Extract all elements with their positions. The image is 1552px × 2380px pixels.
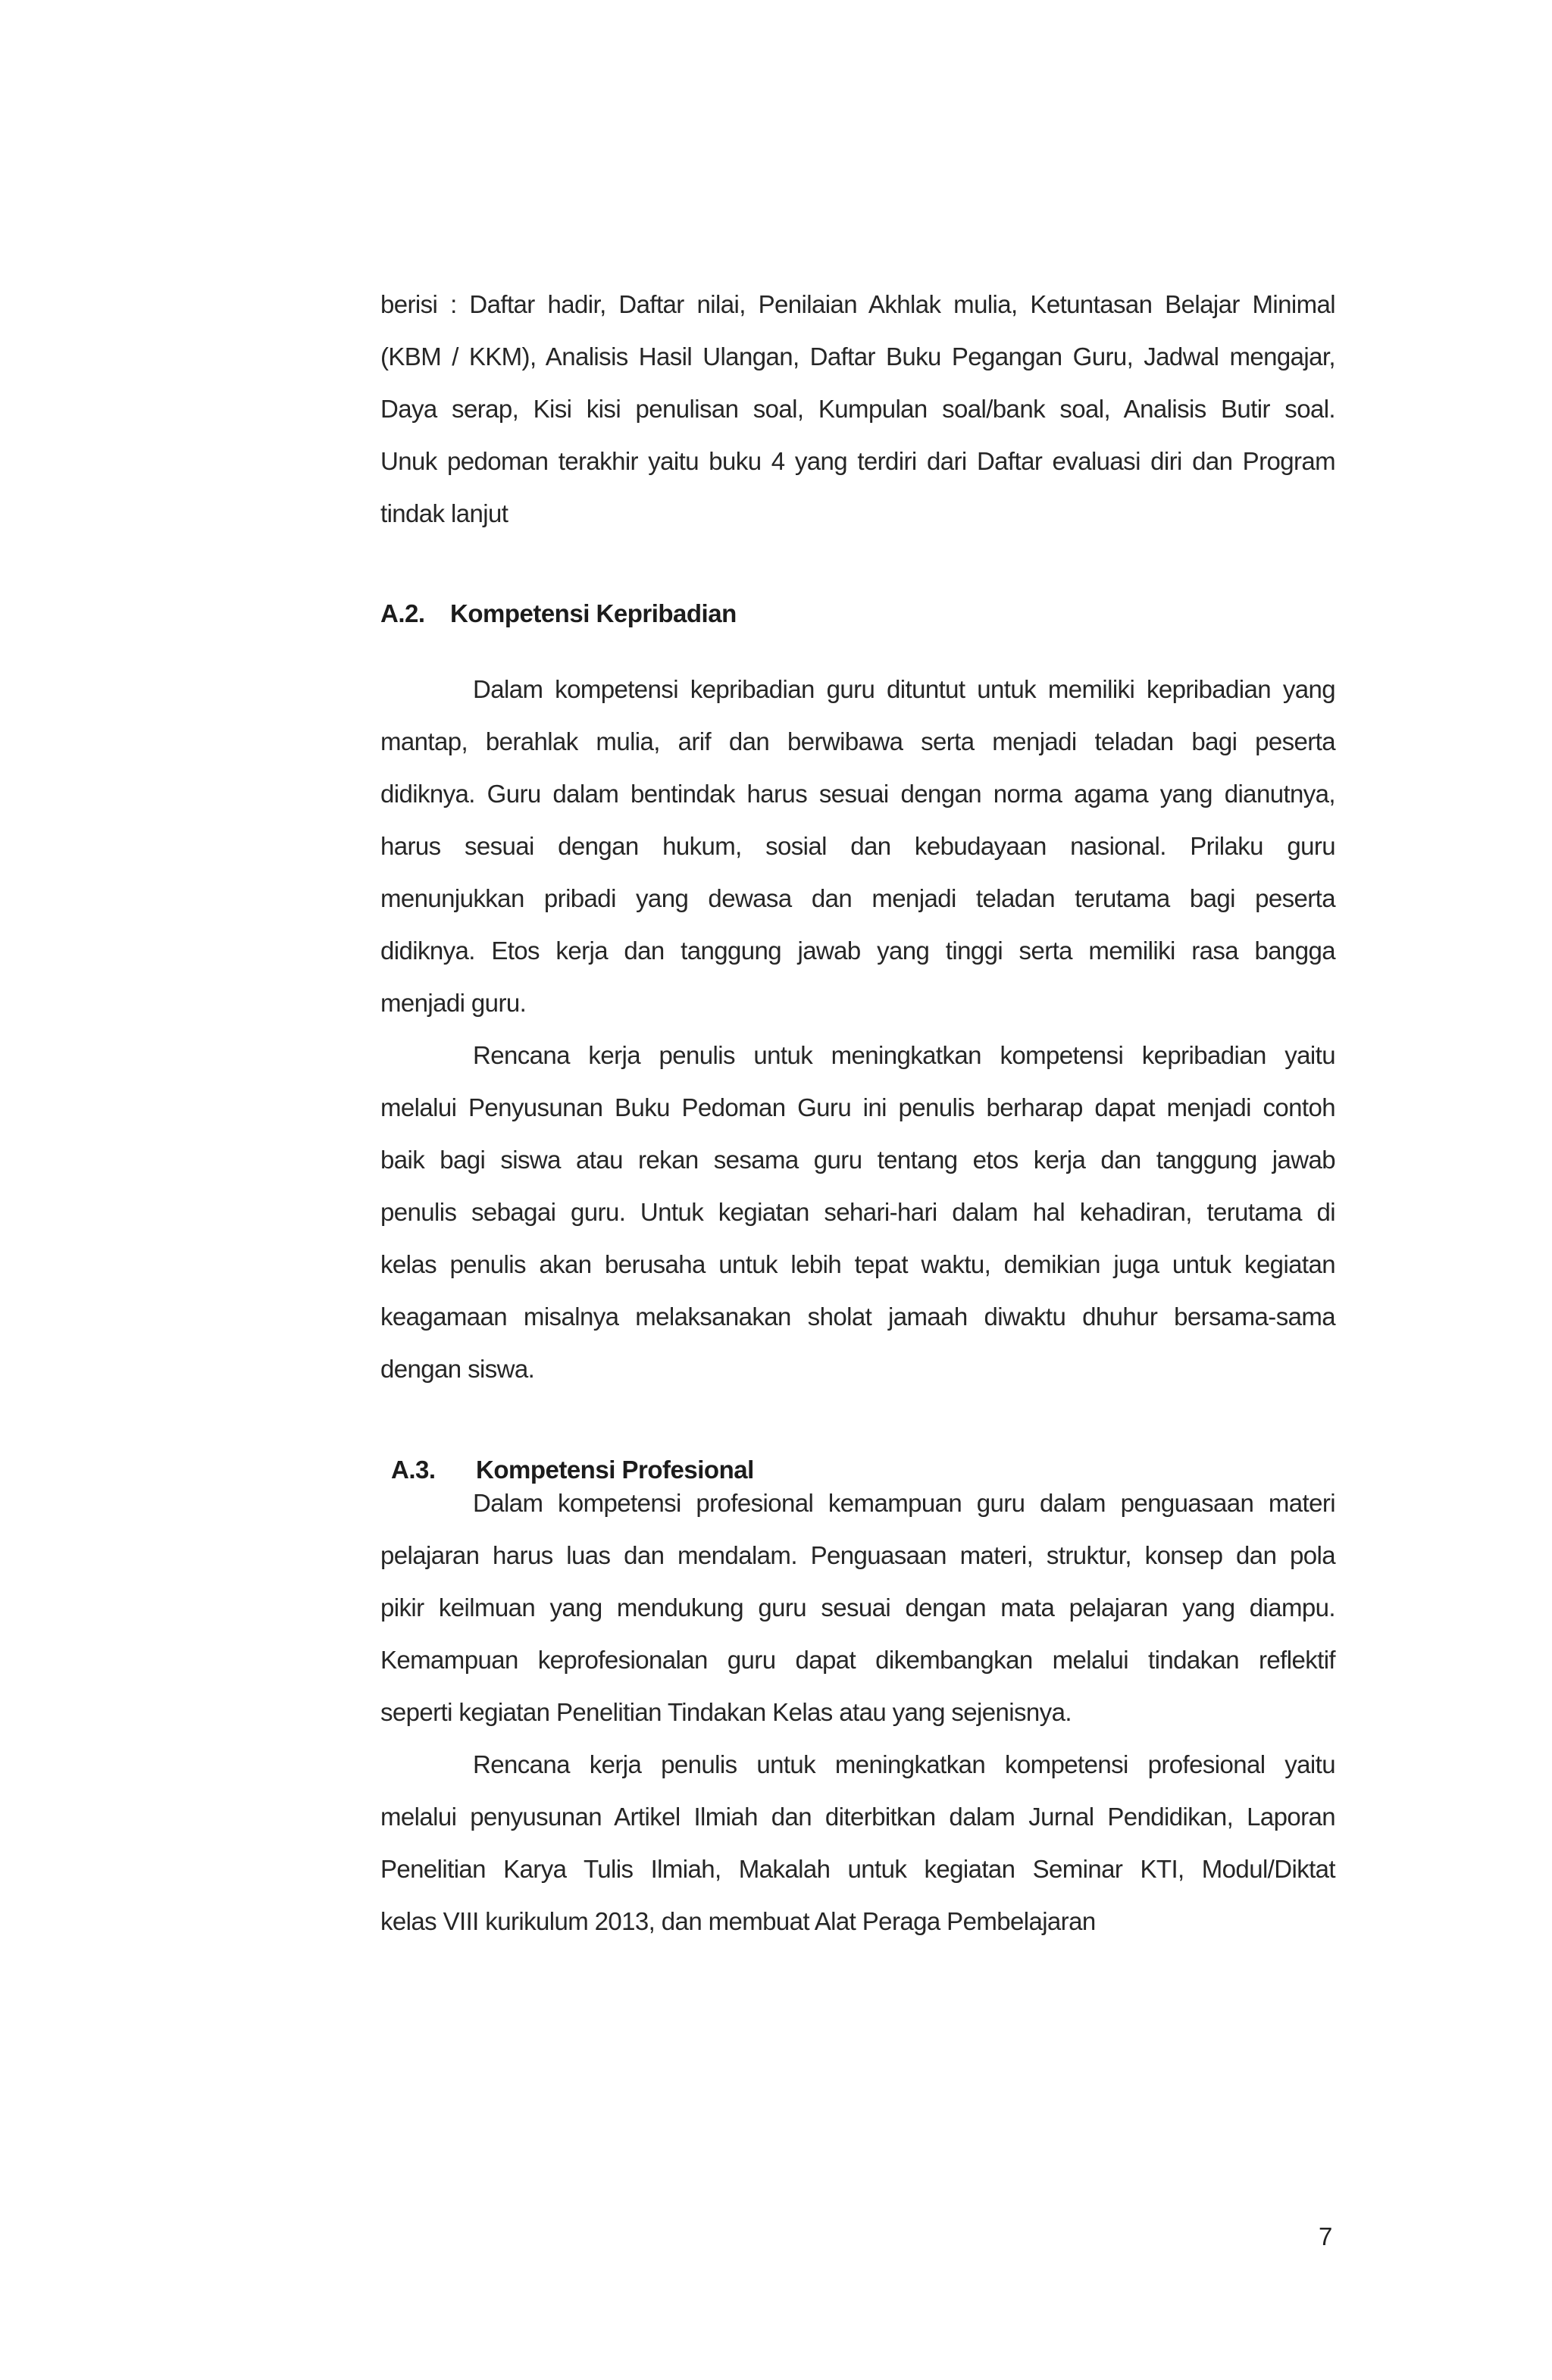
body-text-line: kelas penulis akan berusaha untuk lebih tepat waktu, demikian juga untuk kegiatan [380,1250,1335,1278]
body-text-line: mantap, berahlak mulia, arif dan berwibawa serta menjadi teladan bagi peserta [380,727,1335,755]
body-text-line: kelas VIII kurikulum 2013, dan membuat Alat Peraga Pembelajaran [380,1907,1096,1935]
section-number: A.3. [391,1456,436,1484]
body-text-line: menunjukkan pribadi yang dewasa dan menjadi teladan terutama bagi peserta [380,884,1335,912]
section-title: Kompetensi Profesional [476,1456,754,1484]
body-text-line: Rencana kerja penulis untuk meningkatkan kompetensi kepribadian yaitu [473,1041,1335,1069]
body-text-line: baik bagi siswa atau rekan sesama guru tentang etos kerja dan tanggung jawab [380,1146,1335,1174]
body-text-line: melalui penyusunan Artikel Ilmiah dan diterbitkan dalam Jurnal Pendidikan, Laporan [380,1803,1335,1831]
body-text-line: didiknya. Etos kerja dan tanggung jawab yang tinggi serta memiliki rasa bangga [380,937,1335,965]
body-text-line: Rencana kerja penulis untuk meningkatkan kompetensi profesional yaitu [473,1750,1335,1778]
body-text-line: Unuk pedoman terakhir yaitu buku 4 yang terdiri dari Daftar evaluasi diri dan Program [380,447,1335,475]
body-text-line: tindak lanjut [380,499,508,527]
body-text-line: pelajaran harus luas dan mendalam. Penguasaan materi, struktur, konsep dan pola [380,1541,1335,1569]
body-text-line: menjadi guru. [380,989,527,1017]
body-text-line: didiknya. Guru dalam bentindak harus sesuai dengan norma agama yang dianutnya, [380,780,1335,808]
body-text-line: pikir keilmuan yang mendukung guru sesuai dengan mata pelajaran yang diampu. [380,1593,1335,1622]
body-text-line: dengan siswa. [380,1355,535,1383]
body-text-line: harus sesuai dengan hukum, sosial dan kebudayaan nasional. Prilaku guru [380,832,1335,860]
body-text-line: Daya serap, Kisi kisi penulisan soal, Kumpulan soal/bank soal, Analisis Butir soal. [380,395,1335,423]
body-text-line: Kemampuan keprofesionalan guru dapat dikembangkan melalui tindakan reflektif [380,1646,1335,1674]
body-text-line: Penelitian Karya Tulis Ilmiah, Makalah untuk kegiatan Seminar KTI, Modul/Diktat [380,1855,1335,1883]
section-title: Kompetensi Kepribadian [450,599,737,627]
body-text-line: (KBM / KKM), Analisis Hasil Ulangan, Daftar Buku Pegangan Guru, Jadwal mengajar, [380,342,1335,371]
body-text-line: Dalam kompetensi profesional kemampuan guru dalam penguasaan materi [473,1489,1335,1517]
section-number: A.2. [380,599,425,627]
body-text-line: melalui Penyusunan Buku Pedoman Guru ini penulis berharap dapat menjadi contoh [380,1093,1335,1121]
body-text-line: keagamaan misalnya melaksanakan sholat jamaah diwaktu dhuhur bersama-sama [380,1303,1335,1331]
page-number: 7 [1319,2222,1333,2250]
body-text-line: berisi : Daftar hadir, Daftar nilai, Penilaian Akhlak mulia, Ketuntasan Belajar Minimal [380,290,1335,318]
body-text-line: penulis sebagai guru. Untuk kegiatan sehari-hari dalam hal kehadiran, terutama di [380,1198,1335,1226]
body-text-line: seperti kegiatan Penelitian Tindakan Kelas atau yang sejenisnya. [380,1698,1072,1726]
body-text-line: Dalam kompetensi kepribadian guru dituntut untuk memiliki kepribadian yang [473,675,1335,703]
